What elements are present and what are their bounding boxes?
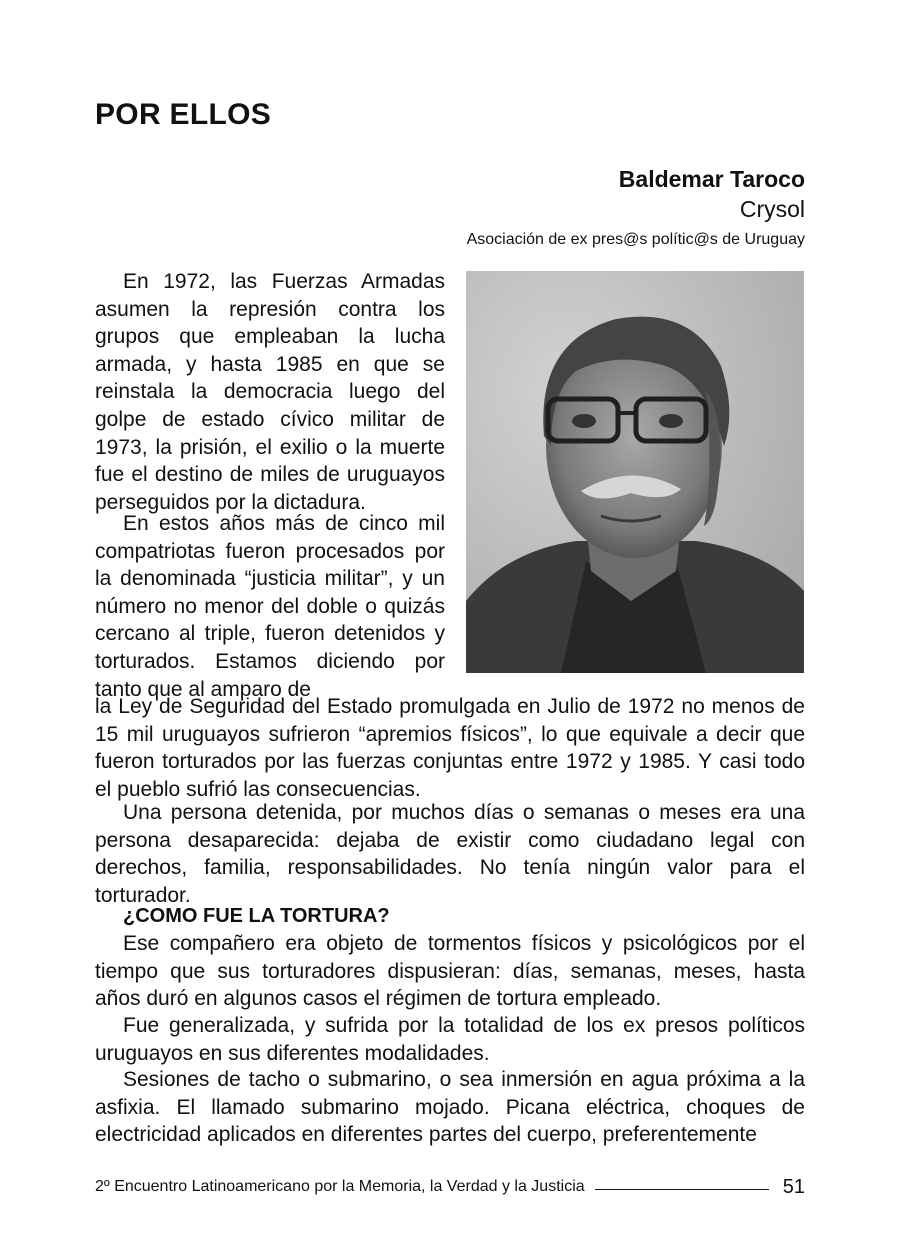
page-title: POR ELLOS xyxy=(95,98,272,131)
footer-divider xyxy=(595,1189,769,1190)
page-number: 51 xyxy=(782,1175,805,1198)
paragraph-detained-person: Una persona detenida, por muchos días o semanas o meses era una persona desaparecida: dejaba de existir como ciudadano legal con derechos, familia, responsabilidades. No tenía ningún valor para el torturador. xyxy=(95,801,805,907)
paragraph-generalized: Fue generalizada, y sufrida por la totalidad de los ex presos políticos uruguayos en sus diferentes modalidades. xyxy=(95,1014,805,1065)
portrait-photo-icon xyxy=(466,271,804,673)
footer-publication-title: 2º Encuentro Latinoamericano por la Memoria, la Verdad y la Justicia xyxy=(95,1178,585,1195)
author-name: Baldemar Taroco xyxy=(618,166,805,192)
paragraph-intro: En 1972, las Fuerzas Armadas asumen la represión contra los grupos que empleaban la lucha armada, y hasta 1985 en que se reinstala la democracia luego del golpe de estado cívico militar de 1973, la prisión, el exilio o la muerte fue el destino de miles de uruguayos perseguidos por la dictadura. xyxy=(95,270,445,514)
paragraph-torment: Ese compañero era objeto de tormentos físicos y psicológicos por el tiempo que sus torturadores dispusieran: días, semanas, meses, hasta años duró en algunos casos el régimen de tortura empleado. xyxy=(95,932,805,1011)
page-footer xyxy=(95,1175,805,1199)
author-organization: Crysol xyxy=(739,196,805,222)
author-association: Asociación de ex pres@s polític@s de Uruguay xyxy=(466,231,805,248)
paragraph-prisoners: En estos años más de cinco mil compatriotas fueron procesados por la denominada “justicia militar”, y un número no menor del doble o quizás cercano al triple, fueron detenidos y torturados. Estamos diciendo por tanto que al amparo de xyxy=(95,512,445,701)
paragraph-law: la Ley de Seguridad del Estado promulgada en Julio de 1972 no menos de 15 mil uruguayos sufrieron “apremios físicos”, lo que equivale a decir que fueron torturados por las fuerzas conjuntas entre 1972 y 1985. Y casi todo el pueblo sufrió las consecuencias. xyxy=(95,695,805,801)
author-portrait-photo xyxy=(466,271,804,673)
paragraph-methods: Sesiones de tacho o submarino, o sea inmersión en agua próxima a la asfixia. El llamado submarino mojado. Picana eléctrica, choques de electricidad aplicados en diferentes partes del cuerpo, preferentemente xyxy=(95,1068,805,1147)
author-block xyxy=(467,164,805,256)
section-heading-torture: ¿COMO FUE LA TORTURA? xyxy=(123,905,390,927)
